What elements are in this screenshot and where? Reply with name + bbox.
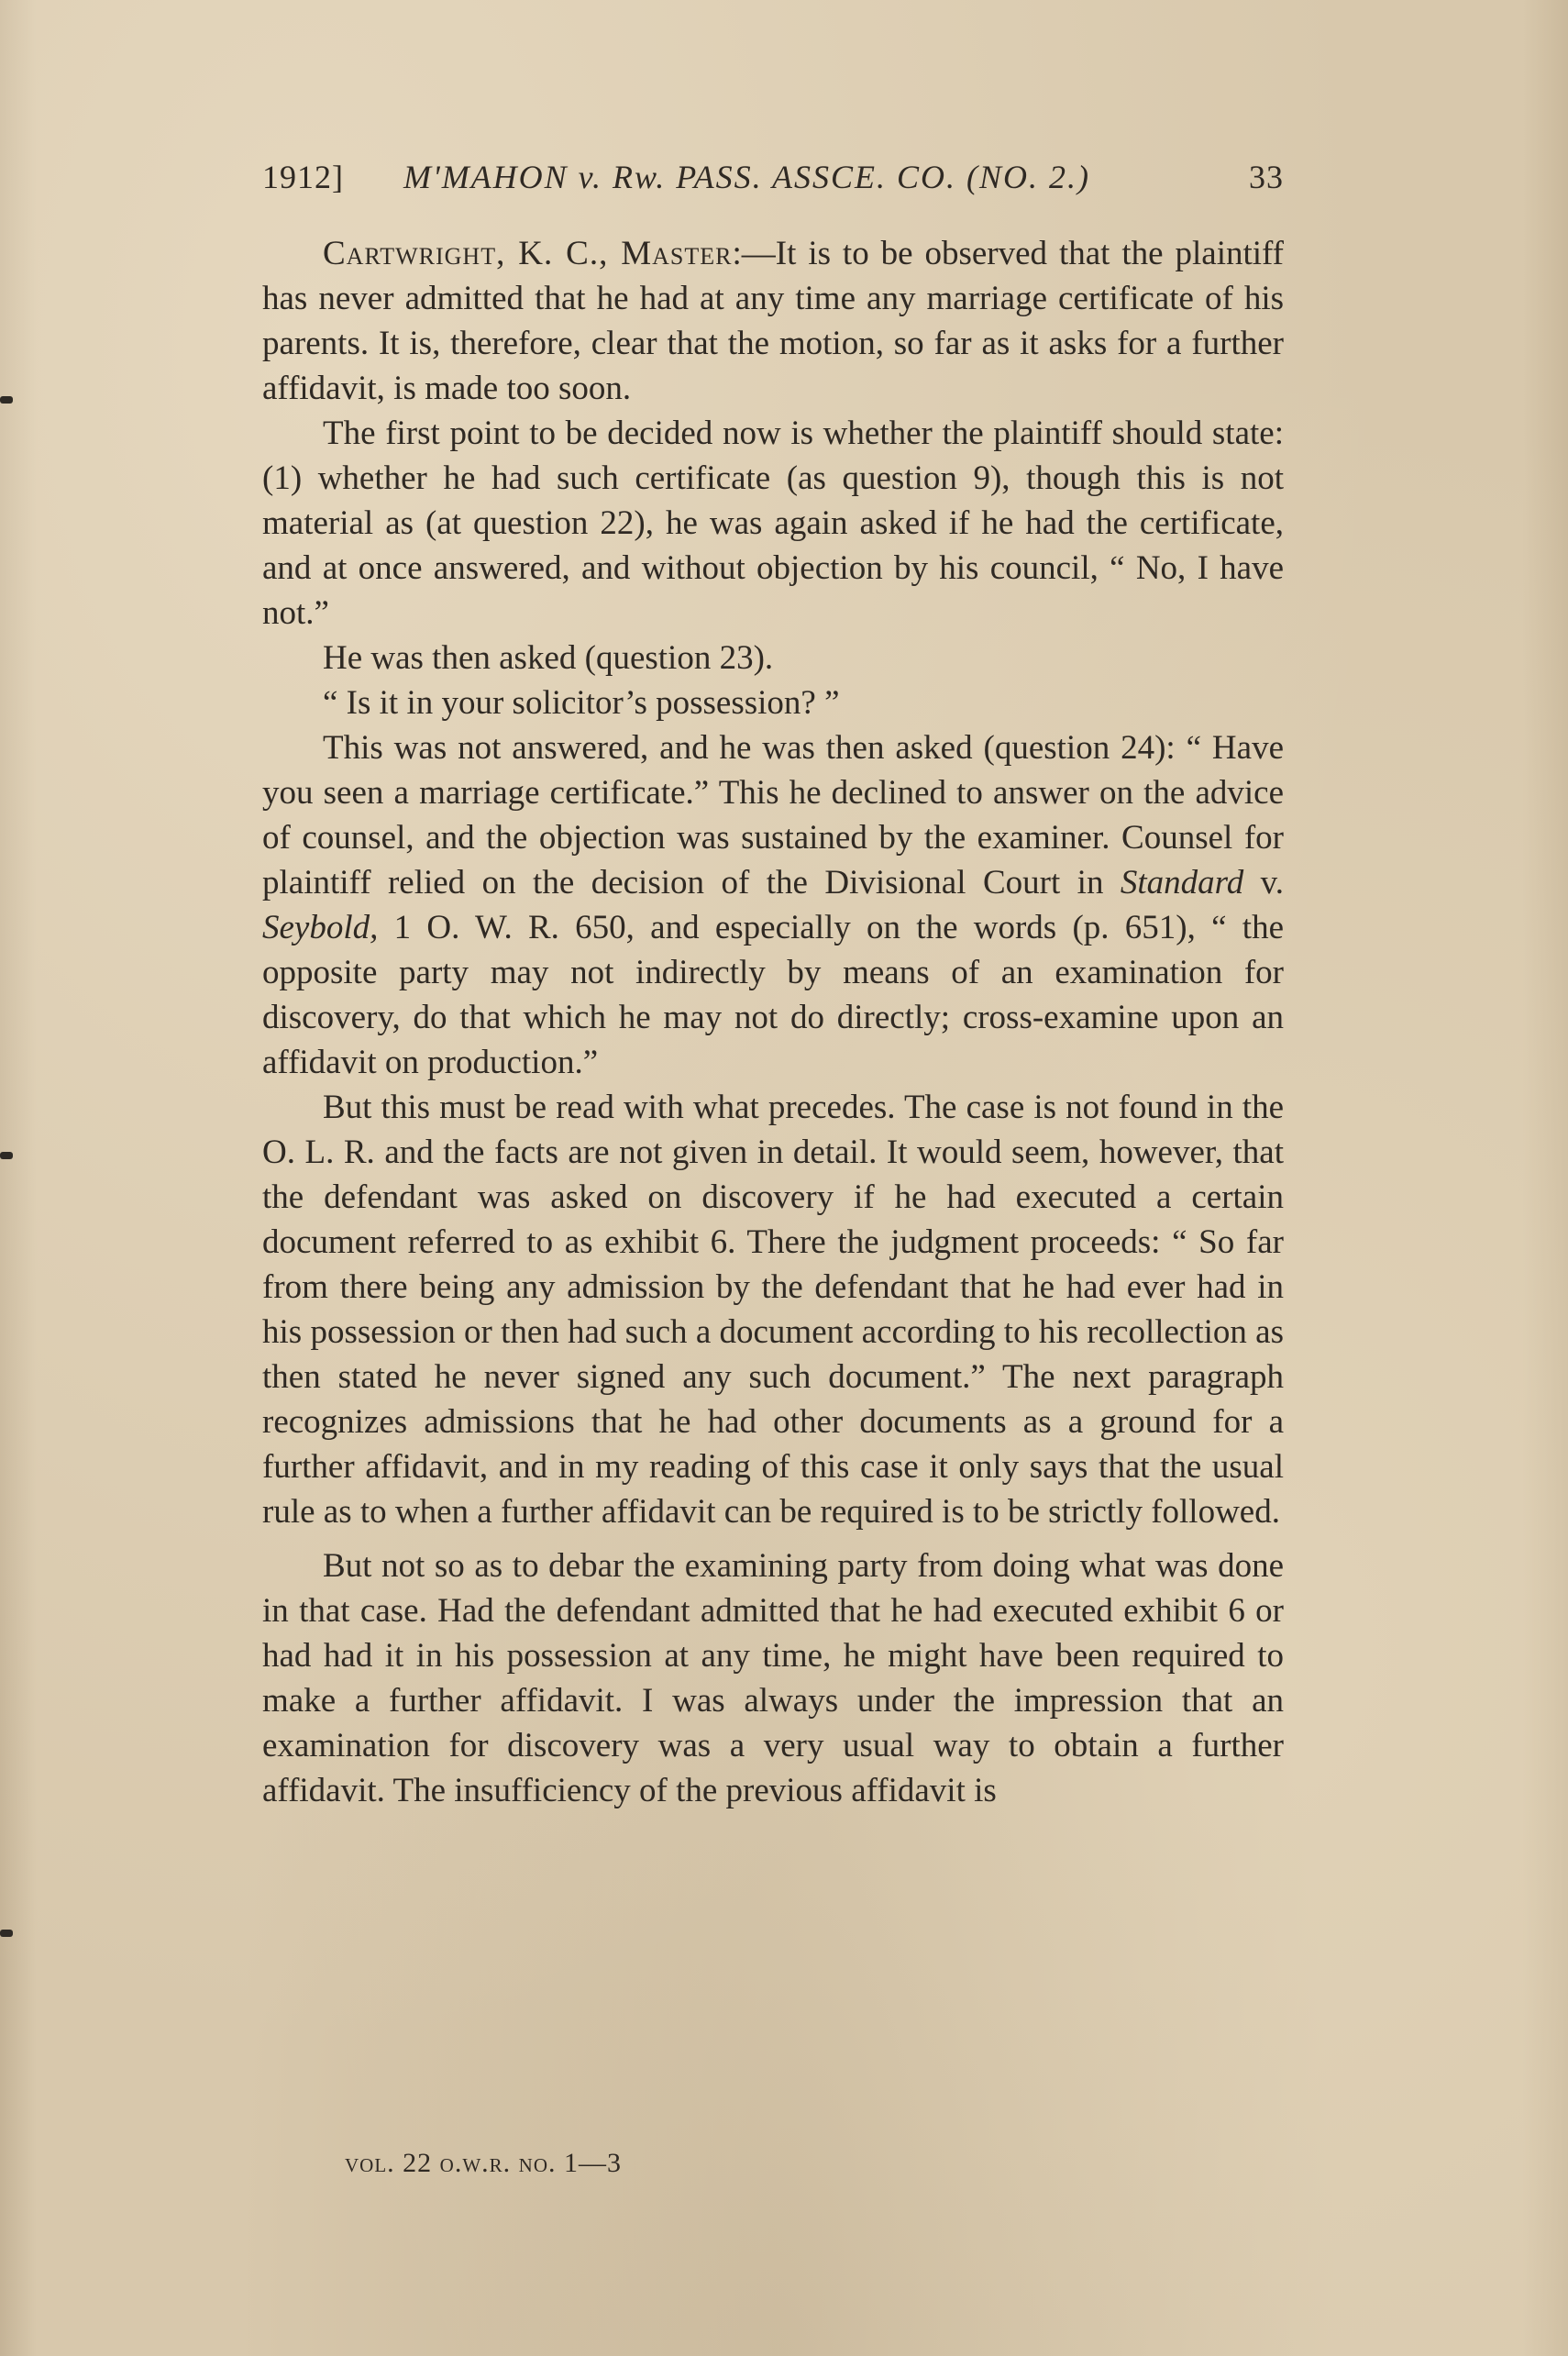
paragraph-text: “ Is it in your solicitor’s possession? ” [323,684,840,722]
signature-footer [345,2148,622,2179]
paragraph-text: The first point to be decided now is whether the plaintiff should state: (1) whether he had such certificate (as question 9), though this is not material as (at question 22), he was again asked if he had the certificate, and at once answered, and without objection by his council, “ No, I have not.” [262,415,1284,632]
edge-mark [0,396,13,404]
book-page [262,0,1284,2356]
paragraph [262,725,1284,1085]
edge-mark [0,1152,13,1159]
paragraph-text: He was then asked (question 23). [323,639,774,677]
paragraph-text: 1 O. W. R. 650, and especially on the words (p. 651), “ the opposite party may not indirectly by means of an examination for discovery, do that which he may not do directly; cross-examine upon an affidavit on production.” [262,909,1284,1081]
paragraph [262,680,1284,725]
paragraph-text: v. [1243,864,1284,901]
running-head-year: 1912] [262,159,344,195]
signature-mark: vol. 22 o.w.r. no. 1—3 [345,2148,622,2178]
paragraph [262,231,1284,411]
paragraph-text: This was not answered, and he was then asked (question 24): “ Have you seen a marriage certificate.” This he declined to answer on the advice of counsel, and the objection was sustained by the examiner. Counsel for plaintiff relied on the decision of the Divisional Court in [262,729,1284,901]
paragraph [262,411,1284,636]
case-name: Seybold, [262,909,379,946]
edge-mark [0,1930,13,1937]
paragraph [262,636,1284,680]
body-text [262,231,1284,1813]
page-number: 33 [1249,159,1284,195]
paragraph-text: But this must be read with what precedes. The case is not found in the O. L. R. and the facts are not given in detail. It would seem, however, that the defendant was asked on discovery if he had executed a certain document referred to as exhibit 6. There the judgment proceeds: “ So far from there being any admission by the defendant that he had ever had in his possession or then had such a document according to his recollection as then stated he never signed any such document.” The next paragraph recognizes admissions that he had other documents as a ground for a further affidavit, and in my reading of this case it only says that the usual rule as to when a further affidavit can be required is to be strictly followed. [262,1089,1284,1531]
paragraph [262,1085,1284,1534]
speaker-name: Cartwright, K. C., Master [323,235,733,272]
case-name: Standard [1120,864,1244,901]
paragraph-text: But not so as to debar the examining party from doing what was done in that case. Had the defendant admitted that he had executed exhibit 6 or had had it in his possession at any time, he might have been required to make a further affidavit. I was always under the impression that an examination for discovery was a very usual way to obtain a further affidavit. The insufficiency of the previous affidavit is [262,1547,1284,1809]
running-head [262,158,1284,202]
paragraph [262,1543,1284,1813]
running-head-title: M'MAHON v. Rw. PASS. ASSCE. CO. (NO. 2.) [403,159,1090,195]
paragraph-text: :—It is to be observed that the plaintiff has never admitted that he had at any time any marriage certificate of his parents. It is, therefore, clear that the motion, so far as it asks for a further affidavit, is made too soon. [262,235,1285,407]
